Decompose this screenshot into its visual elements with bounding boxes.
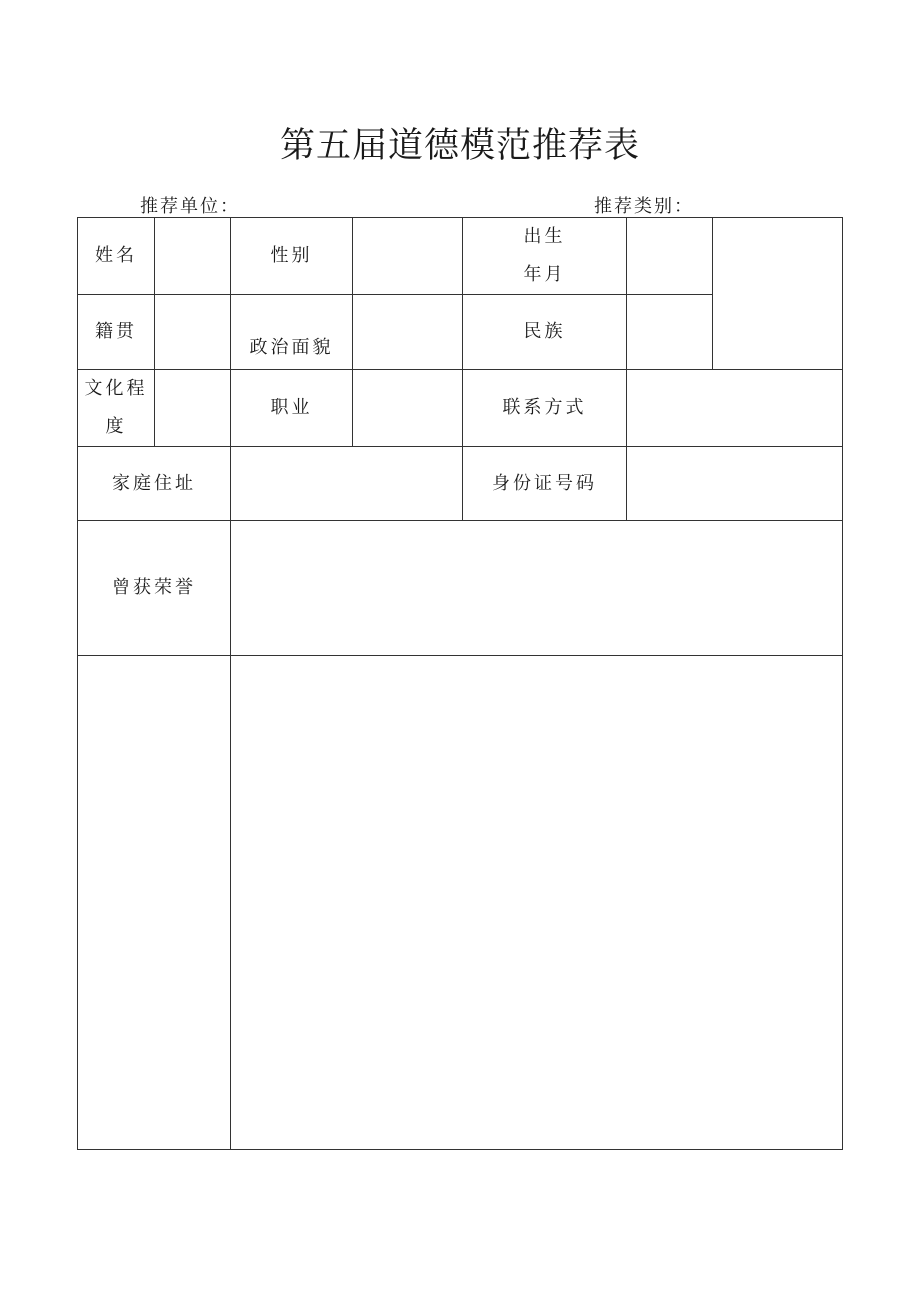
form-row: [78, 447, 843, 521]
photo-cell[interactable]: [713, 218, 843, 370]
recommend-category-label: 推荐类别：: [594, 196, 694, 217]
education-label: [78, 370, 155, 447]
name-label: 姓名: [78, 218, 155, 295]
education-value-cell[interactable]: [155, 370, 231, 447]
form-row: [78, 370, 843, 447]
recommendation-form-table: [77, 217, 843, 1150]
ethnicity-label: 民族: [463, 295, 627, 370]
name-value-cell[interactable]: [155, 218, 231, 295]
honors-label: 曾获荣誉: [78, 521, 231, 656]
occupation-label: 职业: [231, 370, 353, 447]
occupation-value-cell[interactable]: [353, 370, 463, 447]
honors-value-cell[interactable]: [231, 521, 843, 656]
native-place-label: 籍贯: [78, 295, 155, 370]
birth-label: [463, 218, 627, 295]
political-status-label: 政治面貌: [231, 295, 353, 370]
form-row: [78, 521, 843, 656]
deeds-label-cell: [78, 656, 231, 1150]
recommend-unit-label: 推荐单位：: [140, 196, 240, 217]
birth-label-line2: 年月: [523, 264, 566, 285]
education-label-line1: 文化程: [84, 378, 148, 399]
birth-value-cell[interactable]: [627, 218, 713, 295]
address-value-cell[interactable]: [231, 447, 463, 521]
page-title: 第五届道德模范推荐表: [279, 126, 640, 166]
political-status-value-cell[interactable]: [353, 295, 463, 370]
birth-label-line1: 出生: [523, 226, 566, 247]
native-place-value-cell[interactable]: [155, 295, 231, 370]
id-number-label: 身份证号码: [463, 447, 627, 521]
form-row: [78, 656, 843, 1150]
id-number-value-cell[interactable]: [627, 447, 843, 521]
contact-value-cell[interactable]: [627, 370, 843, 447]
form-row: [78, 218, 843, 295]
gender-value-cell[interactable]: [353, 218, 463, 295]
education-label-line2: 度: [105, 416, 127, 437]
ethnicity-value-cell[interactable]: [627, 295, 713, 370]
contact-label: 联系方式: [463, 370, 627, 447]
deeds-value-cell[interactable]: [231, 656, 843, 1150]
gender-label: 性别: [231, 218, 353, 295]
address-label: 家庭住址: [78, 447, 231, 521]
